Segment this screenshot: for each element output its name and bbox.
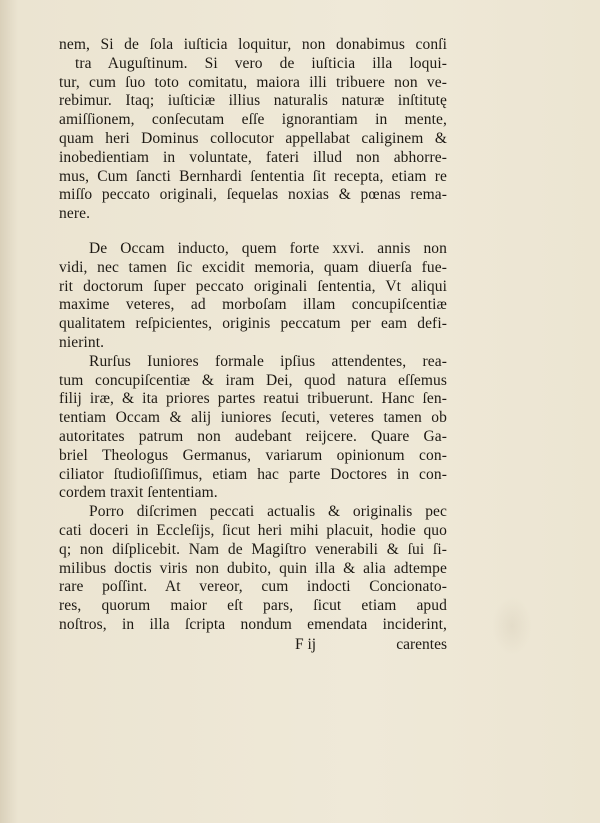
- text-line: nem, Si de ſola iuſticia loquitur, non donabimus conſi: [59, 36, 447, 53]
- text-line: quam heri Dominus collocutor appellabat caliginem &: [59, 129, 447, 147]
- text-line: Rurſus Iuniores formale ipſius attendentes, rea-: [89, 352, 447, 370]
- text-line: tra Auguſtinum. Si vero de iuſticia illa loqui-: [75, 54, 447, 72]
- paragraph-1: [59, 36, 447, 224]
- text-line: Porro diſcrimen peccati actualis & originalis pec: [89, 503, 447, 521]
- text-line: cati doceri in Eccleſijs, ſicut heri mihi placuit, hodie quo: [59, 521, 447, 539]
- text-line: inobedientiam in voluntate, fateri illud non abhorre-: [59, 148, 447, 166]
- text-line: ciliator ſtudioſiſſimus, etiam hac parte Doctores in con-: [59, 465, 447, 483]
- text-line: maxime veteres, ad morboſam illam concupiſcentiæ: [59, 296, 447, 314]
- text-line: autoritates patrum non audebant reijcere. Quare Ga-: [59, 427, 447, 445]
- ink-bleed-stain: [492, 596, 532, 656]
- text-line: filij iræ, & ita priores partes reatui tribuerunt. Hanc ſen-: [59, 390, 447, 408]
- text-line: miſſo peccato originali, ſequelas noxias & pœnas rema-: [59, 186, 447, 204]
- text-line: briel Theologus Germanus, variarum opinionum con-: [59, 446, 447, 464]
- text-line: cordem traxit ſententiam.: [59, 484, 218, 502]
- signature-mark: F ij: [295, 635, 317, 653]
- text-line: De Occam inducto, quem forte xxvi. annis non: [89, 239, 447, 257]
- paragraph-gap: [59, 224, 447, 240]
- catchword: carentes: [396, 635, 447, 653]
- text-line: tur, cum ſuo toto comitatu, maiora illi tribuere non ve-: [59, 73, 447, 91]
- page-footer: [59, 635, 447, 654]
- paragraph-4: [59, 503, 447, 635]
- paragraph-3: [59, 353, 447, 503]
- text-line: noſtros, in illa ſcripta nondum emendata inciderint,: [59, 615, 447, 633]
- text-line: tum concupiſcentiæ & iram Dei, quod natura eſſemus: [59, 371, 447, 389]
- paragraph-2: [59, 240, 447, 353]
- text-line: rit doctorum ſuper peccato originali ſententia, Vt aliqui: [59, 277, 447, 295]
- text-line: vidi, nec tamen ſic excidit memoria, quam diuerſa fue-: [59, 258, 447, 276]
- text-line: mus, Cum ſancti Bernhardi ſententia ſit recepta, etiam re: [59, 167, 447, 185]
- text-line: milibus doctis viris non dubito, quin illa & alia adtempe: [59, 559, 447, 577]
- text-line: nierint.: [59, 333, 105, 351]
- text-line: res, quorum maior eſt pars, ſicut etiam apud: [59, 597, 447, 615]
- text-line: tentiam Occam & alij iuniores ſecuti, veteres tamen ob: [59, 409, 447, 427]
- text-line: qualitatem reſpicientes, originis peccatum per eam defi-: [59, 315, 447, 333]
- text-line: q; non diſplicebit. Nam de Magiſtro venerabili & ſui ſi-: [59, 540, 447, 558]
- text-line: rare poſſint. At vereor, cum indocti Concionato-: [59, 578, 447, 596]
- text-line: amiſſionem, conſecutam eſſe ignorantiam in mente,: [59, 111, 447, 129]
- text-line: nere.: [59, 205, 91, 223]
- text-block: [59, 36, 447, 654]
- text-line: rebimur. Itaq; iuſticiæ illius naturalis naturæ inſtitutę: [59, 92, 447, 110]
